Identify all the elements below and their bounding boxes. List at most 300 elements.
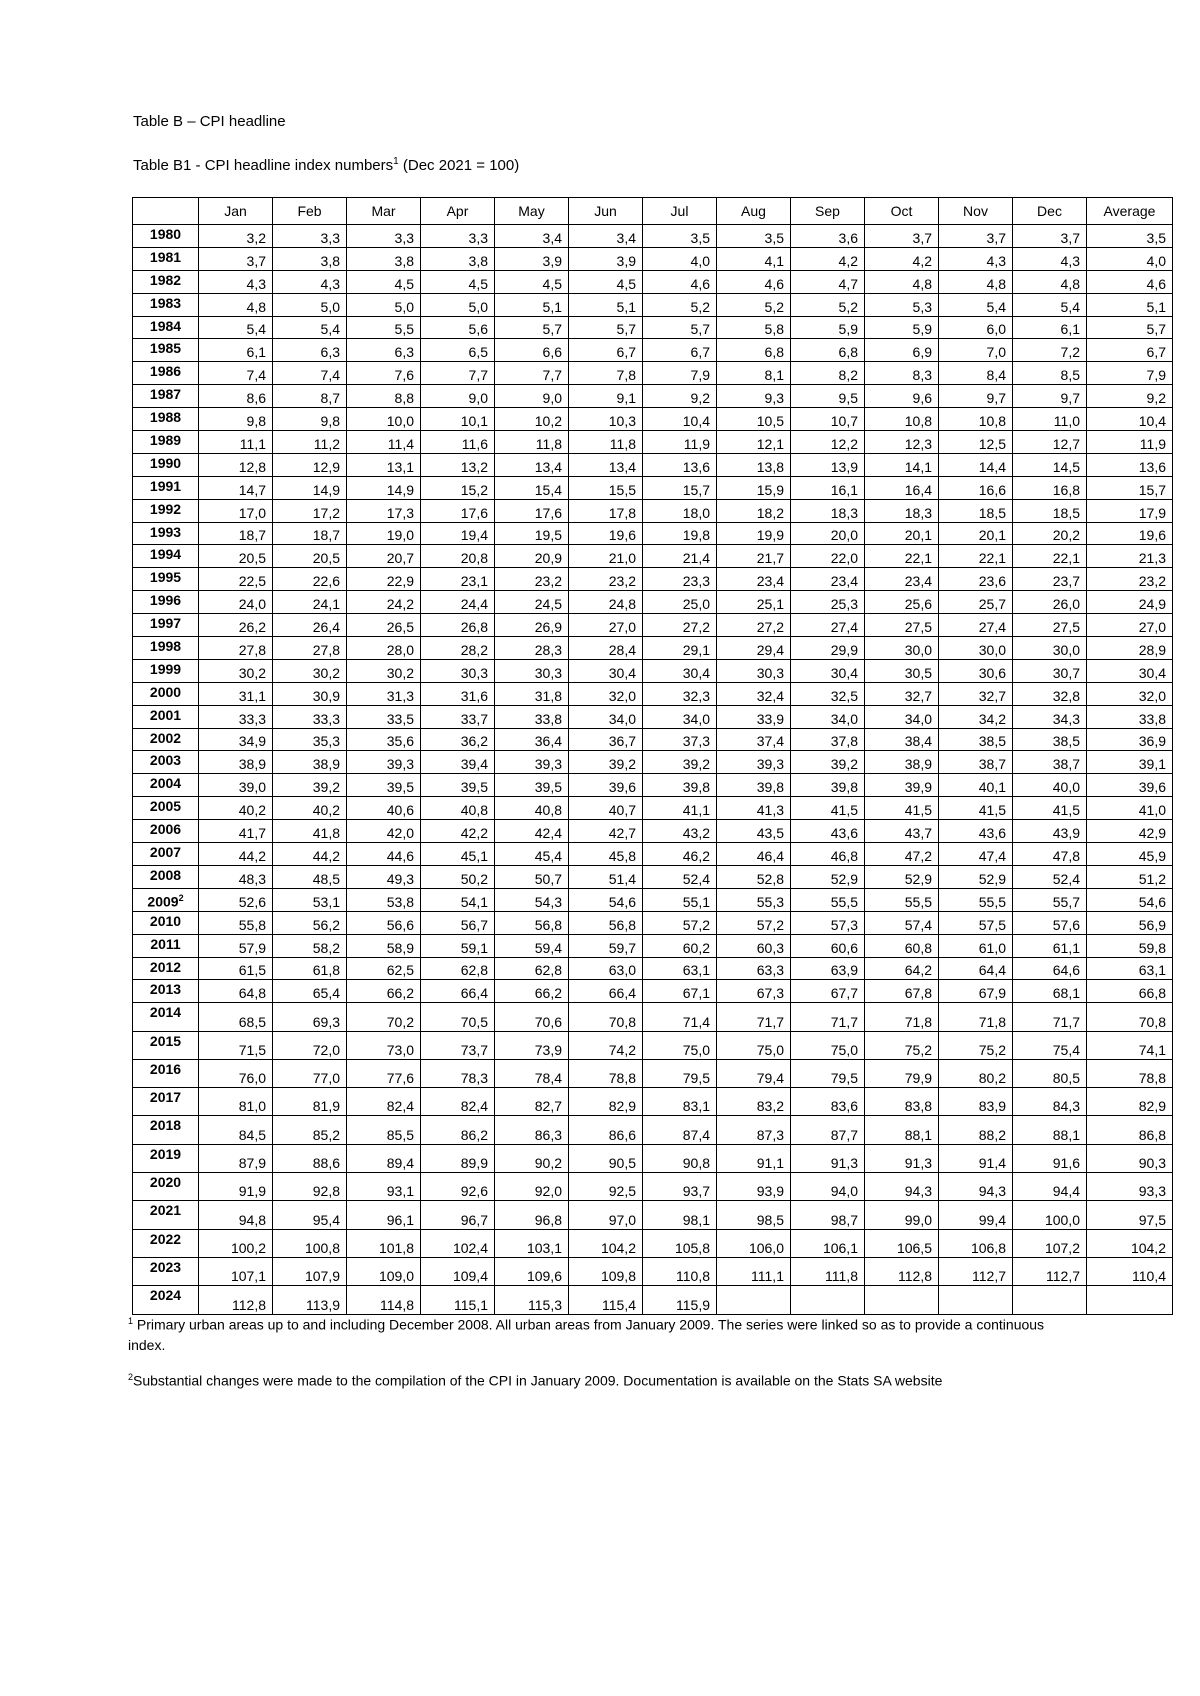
table-row bbox=[133, 1116, 1173, 1144]
value-cell: 8,2 bbox=[791, 362, 865, 385]
value-cell: 101,8 bbox=[347, 1229, 421, 1257]
value-cell: 30,4 bbox=[791, 659, 865, 682]
value-cell: 30,3 bbox=[717, 659, 791, 682]
value-cell: 75,4 bbox=[1013, 1031, 1087, 1059]
value-cell: 91,3 bbox=[865, 1144, 939, 1172]
value-cell: 20,5 bbox=[199, 545, 273, 568]
value-cell: 64,2 bbox=[865, 957, 939, 980]
value-cell: 8,6 bbox=[199, 385, 273, 408]
value-cell: 6,3 bbox=[347, 339, 421, 362]
year-cell bbox=[133, 1088, 199, 1116]
value-cell: 39,2 bbox=[569, 751, 643, 774]
year-label: 1986 bbox=[149, 363, 182, 380]
value-cell: 36,7 bbox=[569, 728, 643, 751]
table-header-row bbox=[133, 198, 1173, 225]
value-cell: 73,9 bbox=[495, 1031, 569, 1059]
value-cell: 64,4 bbox=[939, 957, 1013, 980]
value-cell: 109,0 bbox=[347, 1257, 421, 1285]
value-cell: 30,4 bbox=[643, 659, 717, 682]
year-label: 1993 bbox=[149, 523, 182, 540]
average-cell: 28,9 bbox=[1087, 637, 1173, 660]
value-cell: 33,3 bbox=[199, 705, 273, 728]
footnote bbox=[128, 1311, 1058, 1355]
value-cell: 38,4 bbox=[865, 728, 939, 751]
value-cell: 3,5 bbox=[643, 225, 717, 248]
value-cell: 67,3 bbox=[717, 980, 791, 1003]
value-cell: 39,2 bbox=[791, 751, 865, 774]
value-cell: 23,4 bbox=[865, 568, 939, 591]
value-cell: 7,7 bbox=[421, 362, 495, 385]
value-cell: 4,8 bbox=[1013, 270, 1087, 293]
value-cell: 92,5 bbox=[569, 1173, 643, 1201]
value-cell: 107,1 bbox=[199, 1257, 273, 1285]
value-cell: 93,1 bbox=[347, 1173, 421, 1201]
average-cell: 90,3 bbox=[1087, 1144, 1173, 1172]
column-header: Jul bbox=[643, 198, 717, 225]
value-cell: 68,5 bbox=[199, 1003, 273, 1031]
value-cell: 14,5 bbox=[1013, 453, 1087, 476]
value-cell: 70,5 bbox=[421, 1003, 495, 1031]
value-cell: 18,0 bbox=[643, 499, 717, 522]
value-cell: 10,3 bbox=[569, 408, 643, 431]
average-cell: 93,3 bbox=[1087, 1173, 1173, 1201]
value-cell: 3,2 bbox=[199, 225, 273, 248]
value-cell: 111,1 bbox=[717, 1257, 791, 1285]
value-cell: 41,1 bbox=[643, 797, 717, 820]
value-cell: 24,1 bbox=[273, 591, 347, 614]
value-cell: 20,0 bbox=[791, 522, 865, 545]
average-cell bbox=[1087, 1286, 1173, 1314]
value-cell: 40,2 bbox=[273, 797, 347, 820]
value-cell: 77,6 bbox=[347, 1059, 421, 1087]
value-cell: 90,8 bbox=[643, 1144, 717, 1172]
average-cell: 70,8 bbox=[1087, 1003, 1173, 1031]
value-cell: 21,0 bbox=[569, 545, 643, 568]
value-cell: 33,3 bbox=[273, 705, 347, 728]
value-cell: 92,6 bbox=[421, 1173, 495, 1201]
table-row bbox=[133, 1003, 1173, 1031]
value-cell: 45,1 bbox=[421, 843, 495, 866]
value-cell: 17,6 bbox=[495, 499, 569, 522]
year-label: 2011 bbox=[150, 935, 181, 952]
value-cell: 85,2 bbox=[273, 1116, 347, 1144]
year-cell bbox=[133, 865, 199, 888]
value-cell: 8,1 bbox=[717, 362, 791, 385]
value-cell: 4,5 bbox=[421, 270, 495, 293]
column-header: May bbox=[495, 198, 569, 225]
value-cell: 9,5 bbox=[791, 385, 865, 408]
column-header: Aug bbox=[717, 198, 791, 225]
value-cell: 26,9 bbox=[495, 614, 569, 637]
value-cell: 71,4 bbox=[643, 1003, 717, 1031]
value-cell: 26,0 bbox=[1013, 591, 1087, 614]
value-cell: 10,8 bbox=[939, 408, 1013, 431]
value-cell: 56,7 bbox=[421, 911, 495, 934]
value-cell: 28,0 bbox=[347, 637, 421, 660]
value-cell: 43,9 bbox=[1013, 820, 1087, 843]
year-label: 2002 bbox=[149, 729, 182, 746]
table-row bbox=[133, 1257, 1173, 1285]
value-cell: 43,6 bbox=[791, 820, 865, 843]
value-cell: 5,4 bbox=[1013, 293, 1087, 316]
value-cell: 11,2 bbox=[273, 431, 347, 454]
value-cell: 86,3 bbox=[495, 1116, 569, 1144]
value-cell: 6,3 bbox=[273, 339, 347, 362]
value-cell: 32,4 bbox=[717, 682, 791, 705]
value-cell: 35,3 bbox=[273, 728, 347, 751]
year-cell bbox=[133, 888, 199, 911]
year-cell bbox=[133, 797, 199, 820]
year-label: 1985 bbox=[149, 340, 182, 357]
value-cell: 85,5 bbox=[347, 1116, 421, 1144]
value-cell: 34,2 bbox=[939, 705, 1013, 728]
value-cell: 14,4 bbox=[939, 453, 1013, 476]
value-cell: 56,2 bbox=[273, 911, 347, 934]
value-cell: 48,5 bbox=[273, 865, 347, 888]
table-row bbox=[133, 1088, 1173, 1116]
value-cell: 11,8 bbox=[569, 431, 643, 454]
average-cell: 59,8 bbox=[1087, 934, 1173, 957]
average-cell: 51,2 bbox=[1087, 865, 1173, 888]
value-cell: 39,2 bbox=[643, 751, 717, 774]
year-cell bbox=[133, 1173, 199, 1201]
value-cell: 109,6 bbox=[495, 1257, 569, 1285]
value-cell: 41,5 bbox=[939, 797, 1013, 820]
value-cell: 52,9 bbox=[939, 865, 1013, 888]
value-cell: 84,3 bbox=[1013, 1088, 1087, 1116]
value-cell: 88,6 bbox=[273, 1144, 347, 1172]
value-cell: 88,1 bbox=[865, 1116, 939, 1144]
value-cell: 24,2 bbox=[347, 591, 421, 614]
value-cell: 87,7 bbox=[791, 1116, 865, 1144]
value-cell: 10,5 bbox=[717, 408, 791, 431]
value-cell: 21,7 bbox=[717, 545, 791, 568]
year-cell bbox=[133, 1286, 199, 1314]
value-cell: 4,8 bbox=[939, 270, 1013, 293]
value-cell: 71,5 bbox=[199, 1031, 273, 1059]
value-cell: 10,7 bbox=[791, 408, 865, 431]
value-cell: 20,7 bbox=[347, 545, 421, 568]
value-cell: 106,0 bbox=[717, 1229, 791, 1257]
value-cell: 4,5 bbox=[495, 270, 569, 293]
value-cell: 106,1 bbox=[791, 1229, 865, 1257]
year-label: 2003 bbox=[149, 752, 182, 769]
value-cell: 70,2 bbox=[347, 1003, 421, 1031]
value-cell: 57,2 bbox=[643, 911, 717, 934]
year-label: 2008 bbox=[149, 866, 182, 883]
average-cell: 33,8 bbox=[1087, 705, 1173, 728]
column-header: Sep bbox=[791, 198, 865, 225]
value-cell: 59,4 bbox=[495, 934, 569, 957]
value-cell: 57,9 bbox=[199, 934, 273, 957]
year-cell bbox=[133, 1257, 199, 1285]
table-row bbox=[133, 614, 1173, 637]
table-row bbox=[133, 431, 1173, 454]
value-cell: 5,2 bbox=[717, 293, 791, 316]
value-cell: 30,6 bbox=[939, 659, 1013, 682]
value-cell: 79,9 bbox=[865, 1059, 939, 1087]
value-cell: 25,1 bbox=[717, 591, 791, 614]
value-cell: 40,0 bbox=[1013, 774, 1087, 797]
value-cell: 63,1 bbox=[643, 957, 717, 980]
value-cell: 19,0 bbox=[347, 522, 421, 545]
average-cell: 104,2 bbox=[1087, 1229, 1173, 1257]
value-cell: 13,4 bbox=[495, 453, 569, 476]
section-title: Table B – CPI headline bbox=[133, 113, 286, 130]
average-cell: 97,5 bbox=[1087, 1201, 1173, 1229]
value-cell: 57,6 bbox=[1013, 911, 1087, 934]
value-cell: 9,3 bbox=[717, 385, 791, 408]
value-cell: 33,8 bbox=[495, 705, 569, 728]
value-cell: 93,7 bbox=[643, 1173, 717, 1201]
value-cell: 31,3 bbox=[347, 682, 421, 705]
table-row bbox=[133, 957, 1173, 980]
footnotes bbox=[128, 1311, 1058, 1402]
value-cell: 18,3 bbox=[865, 499, 939, 522]
value-cell: 15,5 bbox=[569, 476, 643, 499]
table-row bbox=[133, 774, 1173, 797]
table-row bbox=[133, 934, 1173, 957]
value-cell: 99,4 bbox=[939, 1201, 1013, 1229]
value-cell: 9,6 bbox=[865, 385, 939, 408]
value-cell: 4,5 bbox=[569, 270, 643, 293]
value-cell: 27,4 bbox=[791, 614, 865, 637]
value-cell: 19,6 bbox=[569, 522, 643, 545]
value-cell: 6,1 bbox=[199, 339, 273, 362]
value-cell: 5,5 bbox=[347, 316, 421, 339]
year-label: 2006 bbox=[149, 821, 182, 838]
value-cell: 22,9 bbox=[347, 568, 421, 591]
value-cell bbox=[939, 1286, 1013, 1314]
average-cell: 54,6 bbox=[1087, 888, 1173, 911]
value-cell: 56,8 bbox=[569, 911, 643, 934]
column-header: Feb bbox=[273, 198, 347, 225]
value-cell: 37,4 bbox=[717, 728, 791, 751]
year-cell bbox=[133, 1059, 199, 1087]
table-row bbox=[133, 545, 1173, 568]
value-cell: 4,8 bbox=[199, 293, 273, 316]
value-cell: 4,6 bbox=[717, 270, 791, 293]
average-cell: 39,1 bbox=[1087, 751, 1173, 774]
table-row bbox=[133, 270, 1173, 293]
value-cell: 38,7 bbox=[1013, 751, 1087, 774]
year-label: 1984 bbox=[149, 317, 182, 334]
value-cell: 84,5 bbox=[199, 1116, 273, 1144]
value-cell: 5,0 bbox=[421, 293, 495, 316]
value-cell: 54,3 bbox=[495, 888, 569, 911]
average-cell: 110,4 bbox=[1087, 1257, 1173, 1285]
value-cell: 3,7 bbox=[1013, 225, 1087, 248]
value-cell: 10,8 bbox=[865, 408, 939, 431]
value-cell: 61,0 bbox=[939, 934, 1013, 957]
value-cell: 16,1 bbox=[791, 476, 865, 499]
value-cell: 11,6 bbox=[421, 431, 495, 454]
value-cell: 5,9 bbox=[865, 316, 939, 339]
year-label: 2009 bbox=[147, 893, 179, 910]
value-cell: 78,8 bbox=[569, 1059, 643, 1087]
value-cell: 5,4 bbox=[199, 316, 273, 339]
value-cell: 91,9 bbox=[199, 1173, 273, 1201]
average-cell: 32,0 bbox=[1087, 682, 1173, 705]
value-cell: 19,4 bbox=[421, 522, 495, 545]
value-cell: 55,3 bbox=[717, 888, 791, 911]
table-row bbox=[133, 980, 1173, 1003]
value-cell: 52,6 bbox=[199, 888, 273, 911]
year-cell bbox=[133, 957, 199, 980]
value-cell: 40,8 bbox=[421, 797, 495, 820]
value-cell: 34,0 bbox=[569, 705, 643, 728]
column-header: Average bbox=[1087, 198, 1173, 225]
value-cell: 78,3 bbox=[421, 1059, 495, 1087]
value-cell: 41,7 bbox=[199, 820, 273, 843]
value-cell: 42,4 bbox=[495, 820, 569, 843]
value-cell: 4,7 bbox=[791, 270, 865, 293]
column-header: Apr bbox=[421, 198, 495, 225]
value-cell: 20,2 bbox=[1013, 522, 1087, 545]
value-cell: 52,8 bbox=[717, 865, 791, 888]
table-row bbox=[133, 797, 1173, 820]
year-label: 2012 bbox=[149, 958, 182, 975]
value-cell: 109,4 bbox=[421, 1257, 495, 1285]
average-cell: 4,6 bbox=[1087, 270, 1173, 293]
value-cell: 38,7 bbox=[939, 751, 1013, 774]
year-label: 2017 bbox=[149, 1089, 182, 1106]
value-cell: 32,3 bbox=[643, 682, 717, 705]
value-cell: 70,8 bbox=[569, 1003, 643, 1031]
value-cell: 107,9 bbox=[273, 1257, 347, 1285]
value-cell: 76,0 bbox=[199, 1059, 273, 1087]
value-cell bbox=[865, 1286, 939, 1314]
value-cell: 6,8 bbox=[717, 339, 791, 362]
value-cell: 5,1 bbox=[495, 293, 569, 316]
value-cell: 30,3 bbox=[421, 659, 495, 682]
year-cell bbox=[133, 682, 199, 705]
year-label: 2020 bbox=[149, 1174, 182, 1191]
value-cell: 93,9 bbox=[717, 1173, 791, 1201]
value-cell: 3,4 bbox=[569, 225, 643, 248]
value-cell: 39,4 bbox=[421, 751, 495, 774]
value-cell: 96,8 bbox=[495, 1201, 569, 1229]
value-cell: 77,0 bbox=[273, 1059, 347, 1087]
value-cell: 105,8 bbox=[643, 1229, 717, 1257]
value-cell: 68,1 bbox=[1013, 980, 1087, 1003]
year-cell bbox=[133, 453, 199, 476]
value-cell: 4,6 bbox=[643, 270, 717, 293]
value-cell: 6,8 bbox=[791, 339, 865, 362]
value-cell: 9,7 bbox=[939, 385, 1013, 408]
value-cell: 51,4 bbox=[569, 865, 643, 888]
column-header: Nov bbox=[939, 198, 1013, 225]
year-label: 1982 bbox=[149, 271, 182, 288]
value-cell: 30,3 bbox=[495, 659, 569, 682]
value-cell: 57,5 bbox=[939, 911, 1013, 934]
value-cell: 3,6 bbox=[791, 225, 865, 248]
value-cell: 104,2 bbox=[569, 1229, 643, 1257]
value-cell: 75,0 bbox=[717, 1031, 791, 1059]
value-cell: 8,5 bbox=[1013, 362, 1087, 385]
value-cell: 42,2 bbox=[421, 820, 495, 843]
year-cell bbox=[133, 934, 199, 957]
value-cell: 3,4 bbox=[495, 225, 569, 248]
year-cell bbox=[133, 270, 199, 293]
year-cell bbox=[133, 385, 199, 408]
value-cell: 35,6 bbox=[347, 728, 421, 751]
value-cell: 40,8 bbox=[495, 797, 569, 820]
value-cell: 7,9 bbox=[643, 362, 717, 385]
value-cell: 42,0 bbox=[347, 820, 421, 843]
value-cell: 66,4 bbox=[569, 980, 643, 1003]
value-cell: 26,5 bbox=[347, 614, 421, 637]
value-cell: 19,9 bbox=[717, 522, 791, 545]
value-cell: 96,1 bbox=[347, 1201, 421, 1229]
value-cell: 3,3 bbox=[273, 225, 347, 248]
value-cell: 27,8 bbox=[273, 637, 347, 660]
value-cell: 39,6 bbox=[569, 774, 643, 797]
value-cell: 14,9 bbox=[347, 476, 421, 499]
value-cell: 24,8 bbox=[569, 591, 643, 614]
value-cell: 91,4 bbox=[939, 1144, 1013, 1172]
value-cell: 55,1 bbox=[643, 888, 717, 911]
value-cell: 10,0 bbox=[347, 408, 421, 431]
value-cell: 114,8 bbox=[347, 1286, 421, 1314]
value-cell: 28,2 bbox=[421, 637, 495, 660]
value-cell: 64,6 bbox=[1013, 957, 1087, 980]
average-cell: 5,7 bbox=[1087, 316, 1173, 339]
value-cell: 71,7 bbox=[791, 1003, 865, 1031]
value-cell: 12,3 bbox=[865, 431, 939, 454]
value-cell: 4,3 bbox=[939, 247, 1013, 270]
value-cell: 3,8 bbox=[347, 247, 421, 270]
value-cell: 92,0 bbox=[495, 1173, 569, 1201]
table-row bbox=[133, 1286, 1173, 1314]
value-cell: 38,9 bbox=[273, 751, 347, 774]
value-cell: 79,5 bbox=[791, 1059, 865, 1087]
value-cell: 98,5 bbox=[717, 1201, 791, 1229]
value-cell: 66,2 bbox=[347, 980, 421, 1003]
year-label: 1995 bbox=[149, 569, 182, 586]
value-cell: 97,0 bbox=[569, 1201, 643, 1229]
value-cell: 112,8 bbox=[199, 1286, 273, 1314]
value-cell: 63,3 bbox=[717, 957, 791, 980]
value-cell: 6,7 bbox=[569, 339, 643, 362]
value-cell: 26,2 bbox=[199, 614, 273, 637]
year-label: 2010 bbox=[149, 912, 182, 929]
value-cell: 3,3 bbox=[347, 225, 421, 248]
value-cell: 17,6 bbox=[421, 499, 495, 522]
table-row bbox=[133, 247, 1173, 270]
value-cell: 91,6 bbox=[1013, 1144, 1087, 1172]
value-cell: 83,8 bbox=[865, 1088, 939, 1116]
value-cell: 109,8 bbox=[569, 1257, 643, 1285]
year-label: 2013 bbox=[149, 981, 182, 998]
value-cell: 21,4 bbox=[643, 545, 717, 568]
value-cell: 15,9 bbox=[717, 476, 791, 499]
year-cell bbox=[133, 637, 199, 660]
value-cell: 12,1 bbox=[717, 431, 791, 454]
value-cell: 37,3 bbox=[643, 728, 717, 751]
average-cell: 6,7 bbox=[1087, 339, 1173, 362]
value-cell: 3,9 bbox=[495, 247, 569, 270]
average-cell: 3,5 bbox=[1087, 225, 1173, 248]
year-cell bbox=[133, 659, 199, 682]
year-label: 1996 bbox=[149, 592, 182, 609]
value-cell: 83,2 bbox=[717, 1088, 791, 1116]
value-cell: 107,2 bbox=[1013, 1229, 1087, 1257]
value-cell: 22,1 bbox=[865, 545, 939, 568]
value-cell: 3,3 bbox=[421, 225, 495, 248]
average-cell: 56,9 bbox=[1087, 911, 1173, 934]
value-cell: 100,0 bbox=[1013, 1201, 1087, 1229]
